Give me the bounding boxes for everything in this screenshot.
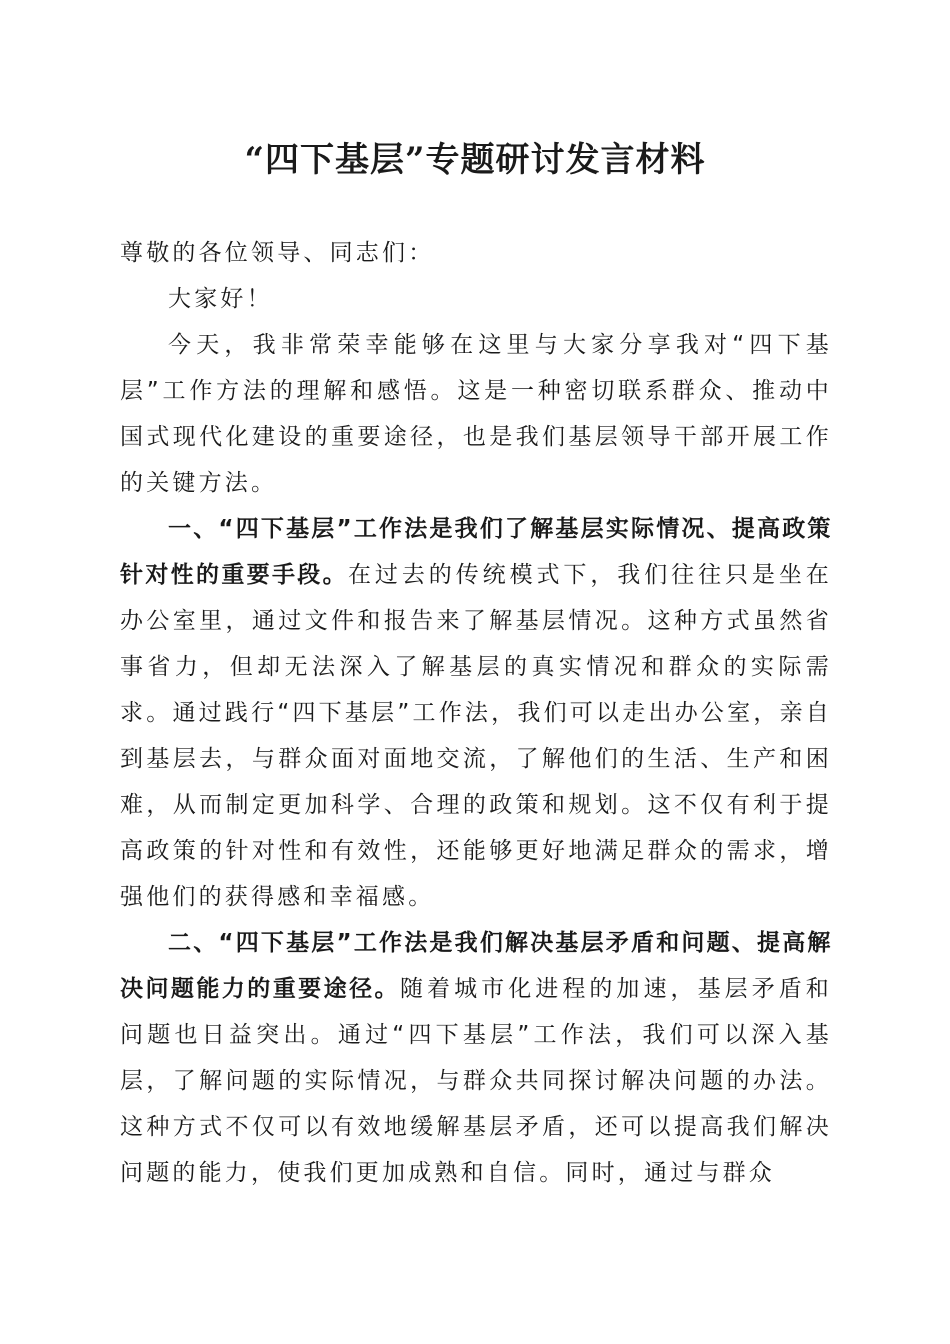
- page-title: “四下基层”专题研讨发言材料: [244, 140, 706, 180]
- salutation: 尊敬的各位领导、同志们：: [120, 240, 435, 266]
- intro-paragraph: 今天，我非常荣幸能够在这里与大家分享我对“四下基层”工作方法的理解和感悟。这是一种密切联系群众、推动中国式现代化建设的重要途径，也是我们基层领导干部开展工作的关键方法。: [120, 332, 832, 496]
- section-2-text: 随着城市化进程的加速，基层矛盾和问题也日益突出。通过“四下基层”工作法，我们可以深入基层，了解问题的实际情况，与群众共同探讨解决问题的办法。这种方式不仅可以有效地缓解基层矛盾，还可以提高我们解决问题的能力，使我们更加成熟和自信。同时，通过与群众: [120, 976, 833, 1186]
- section-1-text: 在过去的传统模式下，我们往往只是坐在办公室里，通过文件和报告来了解基层情况。这种方式虽然省事省力，但却无法深入了解基层的真实情况和群众的实际需求。通过践行“四下基层”工作法，我们可以走出办公室，亲自到基层去，与群众面对面地交流，了解他们的生活、生产和困难，从而制定更加科学、合理的政策和规划。这不仅有利于提高政策的针对性和有效性，还能够更好地满足群众的需求，增强他们的获得感和幸福感。: [120, 562, 832, 910]
- section-2-heading: 二、“四下基层”工作法是我们解决基层矛盾和问题、提高解决问题能力的重要途径。: [120, 930, 832, 1002]
- section-1-paragraph: [120, 506, 832, 920]
- section-2-paragraph: [120, 920, 832, 1196]
- document-body: [120, 230, 832, 1196]
- greeting: 大家好！: [168, 286, 273, 312]
- section-1-heading: 一、“四下基层”工作法是我们了解基层实际情况、提高政策针对性的重要手段。: [120, 516, 832, 588]
